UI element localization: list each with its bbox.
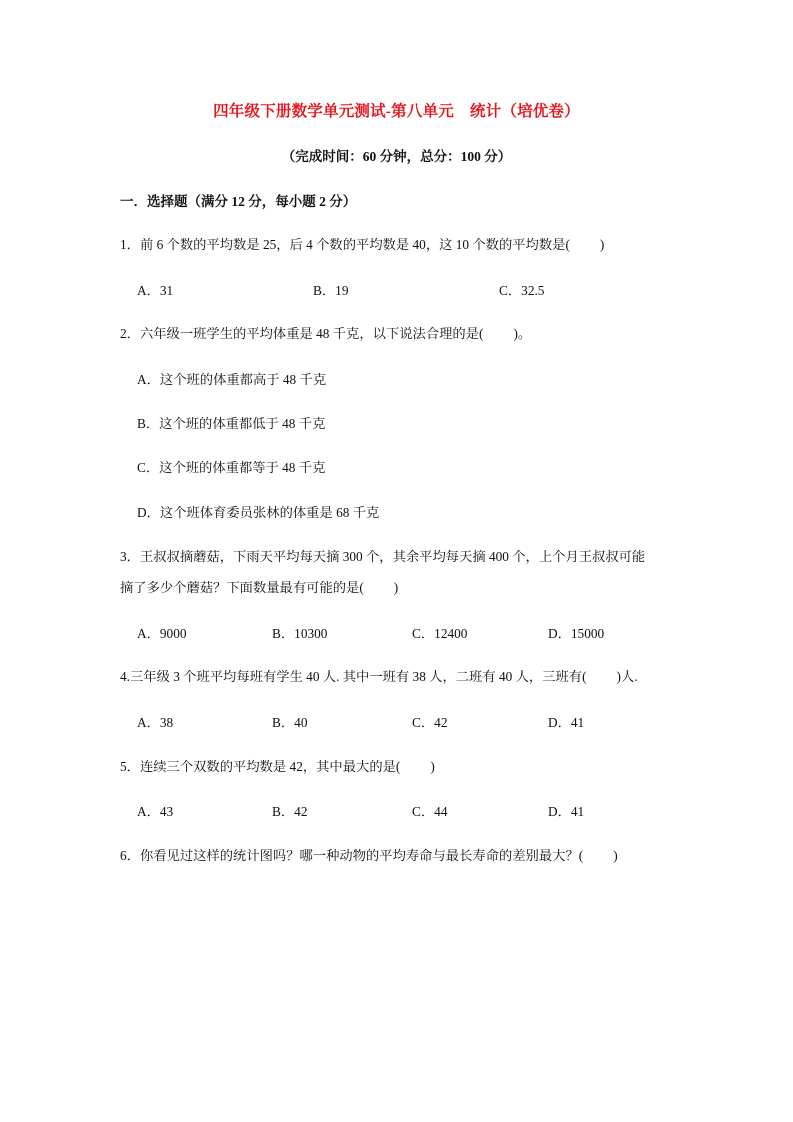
q5-option-b: B．42 xyxy=(272,804,308,819)
question-number: 5． xyxy=(120,759,140,774)
question-number: 3． xyxy=(120,549,140,564)
question-number: 6． xyxy=(120,848,140,863)
q2-option-b: B．这个班的体重都低于 48 千克 xyxy=(137,416,326,431)
q2-option-c: C．这个班的体重都等于 48 千克 xyxy=(137,460,326,475)
q3-option-a: A．9000 xyxy=(137,626,187,641)
q2-option-a: A．这个班的体重都高于 48 千克 xyxy=(137,372,327,387)
q4-option-b: B．40 xyxy=(272,715,308,730)
question-text: 前 6 个数的平均数是 25，后 4 个数的平均数是 40，这 10 个数的平均数是( xyxy=(139,237,570,252)
question-number: 1． xyxy=(120,237,140,252)
question-text: 连续三个双数的平均数是 42，其中最大的是( xyxy=(139,759,401,774)
question-4: 4.三年级 3 个班平均每班有学生 40 人. 其中一班有 38 人，二班有 40 人，三班有( )人. xyxy=(120,669,638,684)
question-number: 2． xyxy=(120,326,140,341)
q2-option-d: D．这个班体育委员张林的体重是 68 千克 xyxy=(137,505,380,520)
exam-info: （完成时间：60 分钟，总分：100 分） xyxy=(281,149,512,164)
q3-option-d: D．15000 xyxy=(548,626,605,641)
q1-option-c: C．32.5 xyxy=(499,283,545,298)
q4-option-a: A．38 xyxy=(137,715,174,730)
q3-option-c: C．12400 xyxy=(412,626,468,641)
question-6: 6．你看见过这样的统计图吗？哪一种动物的平均寿命与最长寿命的差别最大？( ) xyxy=(120,848,618,863)
question-text: 三年级 3 个班平均每班有学生 40 人. 其中一班有 38 人，二班有 40 人，三班有( xyxy=(129,669,587,684)
question-number: 4. xyxy=(120,669,130,684)
question-2: 2．六年级一班学生的平均体重是 48 千克，以下说法合理的是( )。 xyxy=(120,326,532,341)
question-1: 1．前 6 个数的平均数是 25，后 4 个数的平均数是 40，这 10 个数的平均数是( ) xyxy=(120,237,605,252)
q5-option-c: C．44 xyxy=(412,804,448,819)
title-sub: 统计（培优卷） xyxy=(469,103,580,120)
q3-option-b: B．10300 xyxy=(272,626,328,641)
title-main: 四年级下册数学单元测试-第八单元 xyxy=(213,103,454,120)
question-3 xyxy=(120,550,645,563)
q4-option-c: C．42 xyxy=(412,715,448,730)
section-heading: 一．选择题（满分 12 分，每小题 2 分） xyxy=(120,194,357,209)
q5-option-a: A．43 xyxy=(137,804,174,819)
q1-option-a: A．31 xyxy=(137,283,174,298)
question-3-cont: 摘了多少个蘑菇？下面数量最有可能的是( ) xyxy=(120,580,399,595)
question-text: 六年级一班学生的平均体重是 48 千克，以下说法合理的是( xyxy=(139,326,484,341)
question-text: 你看见过这样的统计图吗？哪一种动物的平均寿命与最长寿命的差别最大？( xyxy=(139,848,584,863)
question-text-line1: 王叔叔摘蘑菇，下雨天平均每天摘 300 个，其余平均每天摘 400 个，上个月王叔叔可能 xyxy=(139,549,646,564)
q4-option-d: D．41 xyxy=(548,715,585,730)
document-title xyxy=(0,104,793,120)
q1-option-b: B．19 xyxy=(313,283,349,298)
question-5: 5．连续三个双数的平均数是 42，其中最大的是( ) xyxy=(120,759,435,774)
question-text-line2: 摘了多少个蘑菇？下面数量最有可能的是( xyxy=(120,580,364,595)
q5-option-d: D．41 xyxy=(548,804,585,819)
